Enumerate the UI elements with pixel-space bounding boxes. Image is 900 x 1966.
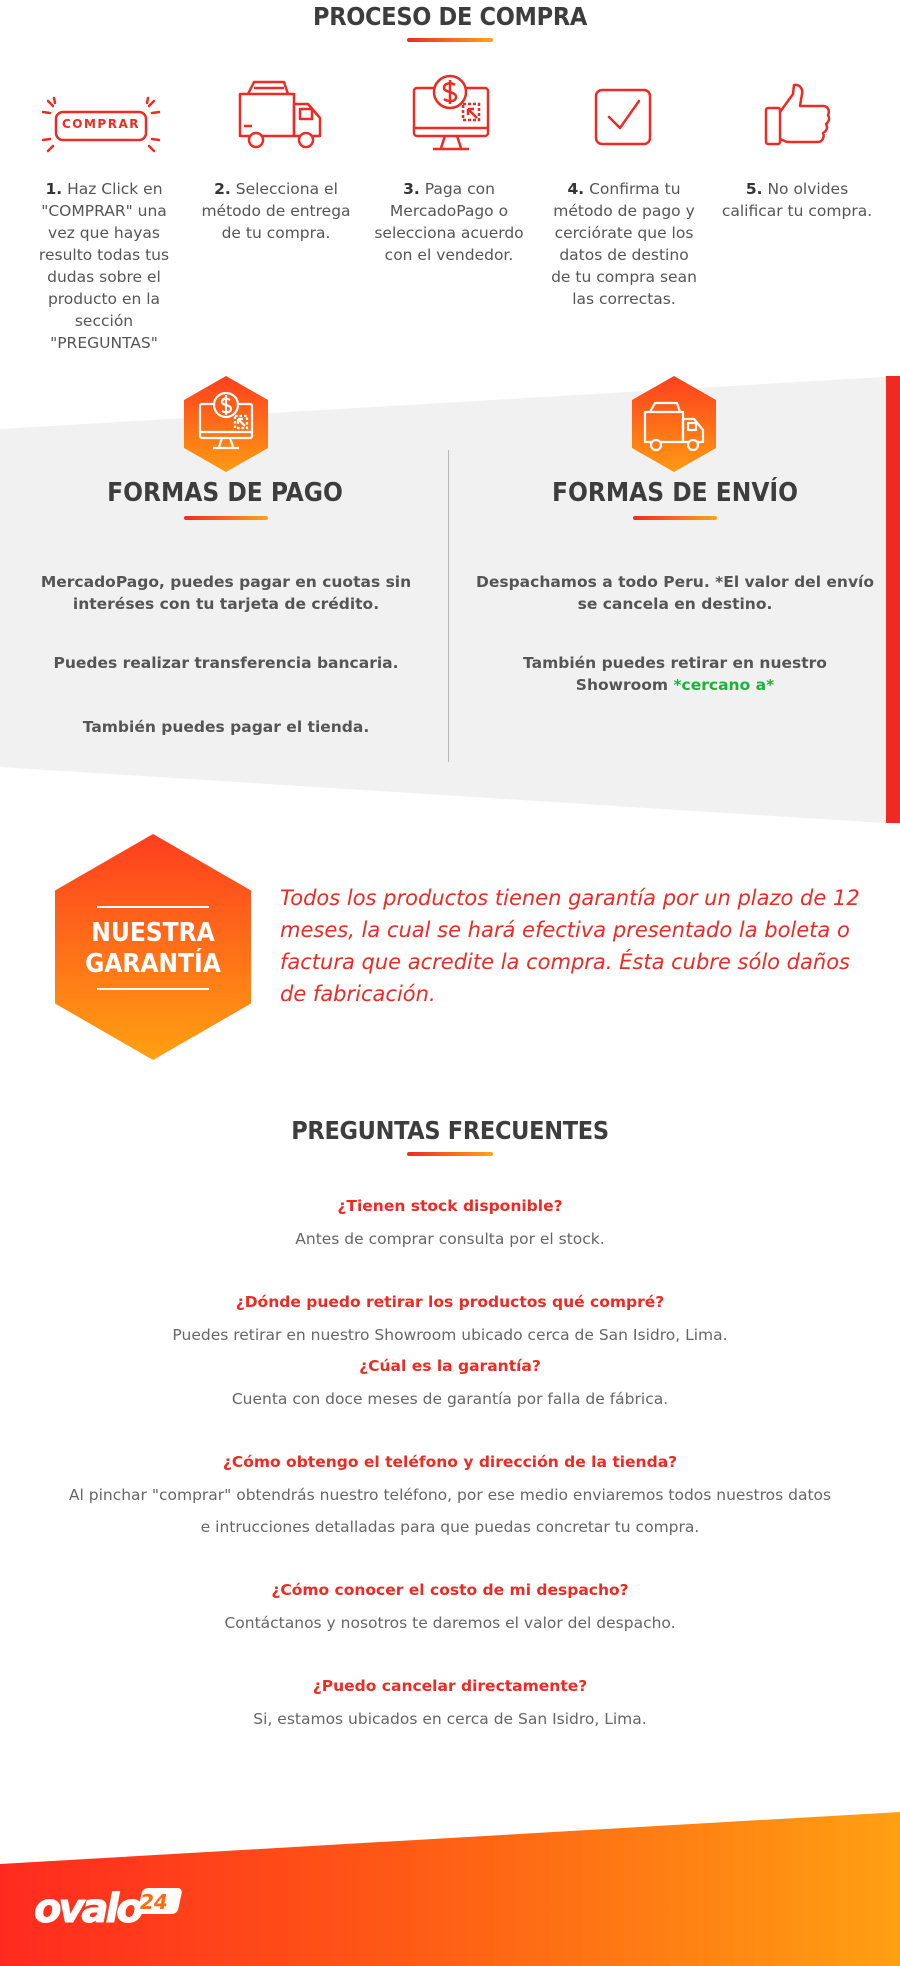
ovalo24-logo bbox=[30, 1882, 190, 1936]
guarantee-badge-bottom-line bbox=[97, 988, 209, 990]
logo-number: 24 bbox=[140, 1890, 168, 1914]
guarantee-badge-label: NUESTRA GARANTÍA bbox=[85, 918, 221, 979]
step-5: 5. No olvides calificar tu compra. bbox=[721, 180, 873, 220]
faq-answer-warranty: Cuenta con doce meses de garantía por falla de fábrica. bbox=[231, 1390, 669, 1408]
step-4: 4. Confirma tu método de pago y cerciórate que los datos de destino de tu compra sean las correctas. bbox=[551, 180, 697, 308]
process-title: PROCESO DE COMPRA bbox=[313, 2, 587, 31]
faq-question-cancel: ¿Puedo cancelar directamente? bbox=[312, 1677, 588, 1695]
faq-answer-pickup: Puedes retirar en nuestro Showroom ubicado cerca de San Isidro, Lima. bbox=[172, 1326, 728, 1344]
faq-answer-cancel: Si, estamos ubicados en cerca de San Isidro, Lima. bbox=[253, 1710, 647, 1728]
faq-question-contact: ¿Cómo obtengo el teléfono y dirección de la tienda? bbox=[222, 1453, 678, 1471]
faq-answer-shipping-cost: Contáctanos y nosotros te daremos el valor del despacho. bbox=[224, 1614, 676, 1632]
monitor-dollar-icon bbox=[411, 74, 491, 154]
guarantee-badge-top-line bbox=[97, 906, 209, 908]
logo-wordmark: ovalo bbox=[34, 1886, 141, 1932]
shipping-title: FORMAS DE ENVÍO bbox=[551, 478, 799, 508]
step-1: 1. Haz Click en "COMPRAR" una vez que hayas resulto todas tus dudas sobre el producto en la sección "PREGUNTAS" bbox=[38, 180, 170, 352]
comprar-icon bbox=[40, 96, 162, 156]
truck-badge-icon bbox=[642, 400, 708, 454]
process-title-underline bbox=[407, 38, 493, 42]
faq-title: PREGUNTAS FRECUENTES bbox=[291, 1116, 609, 1145]
payment-option-transfer: Puedes realizar transferencia bancaria. bbox=[53, 654, 399, 672]
faq-question-pickup: ¿Dónde puedo retirar los productos qué compré? bbox=[235, 1293, 665, 1311]
faq-question-shipping-cost: ¿Cómo conocer el costo de mi despacho? bbox=[271, 1581, 629, 1599]
faq-answer-contact: Al pinchar "comprar" obtendrás nuestro teléfono, por ese medio enviaremos todos nuestros datos e intrucciones detalladas para que puedas concretar tu compra. bbox=[68, 1486, 832, 1536]
payment-title-underline bbox=[184, 516, 268, 520]
monitor-dollar-badge-icon bbox=[196, 390, 256, 452]
payment-option-store: También puedes pagar el tienda. bbox=[82, 718, 370, 736]
shipping-title-underline bbox=[633, 516, 717, 520]
shipping-option-showroom: También puedes retirar en nuestro Showroom *cercano a* bbox=[523, 654, 827, 694]
checkbox-icon bbox=[593, 87, 653, 147]
faq-question-warranty: ¿Cúal es la garantía? bbox=[359, 1357, 541, 1375]
truck-icon bbox=[236, 78, 326, 154]
guarantee-description: Todos los productos tienen garantía por un plazo de 12 meses, la cual se hará efectiva presentado la boleta o factura que acredite la compra. Ésta cubre sólo daños de fabricación. bbox=[280, 886, 860, 1006]
thumbs-up-icon bbox=[763, 82, 833, 148]
payment-option-mercadopago: MercadoPago, puedes pagar en cuotas sin interéses con tu tarjeta de crédito. bbox=[40, 573, 412, 613]
step-3: 3. Paga con MercadoPago o selecciona acuerdo con el vendedor. bbox=[374, 180, 524, 264]
step-2: 2. Selecciona el método de entrega de tu compra. bbox=[201, 180, 351, 242]
faq-answer-stock: Antes de comprar consulta por el stock. bbox=[295, 1230, 605, 1248]
showroom-location-highlight: *cercano a* bbox=[673, 676, 775, 694]
shipping-option-nationwide: Despachamos a todo Peru. *El valor del envío se cancela en destino. bbox=[475, 573, 875, 613]
payment-title: FORMAS DE PAGO bbox=[107, 478, 343, 508]
faq-title-underline bbox=[407, 1152, 493, 1156]
comprar-badge-label: COMPRAR bbox=[61, 117, 140, 131]
faq-question-stock: ¿Tienen stock disponible? bbox=[337, 1197, 563, 1215]
